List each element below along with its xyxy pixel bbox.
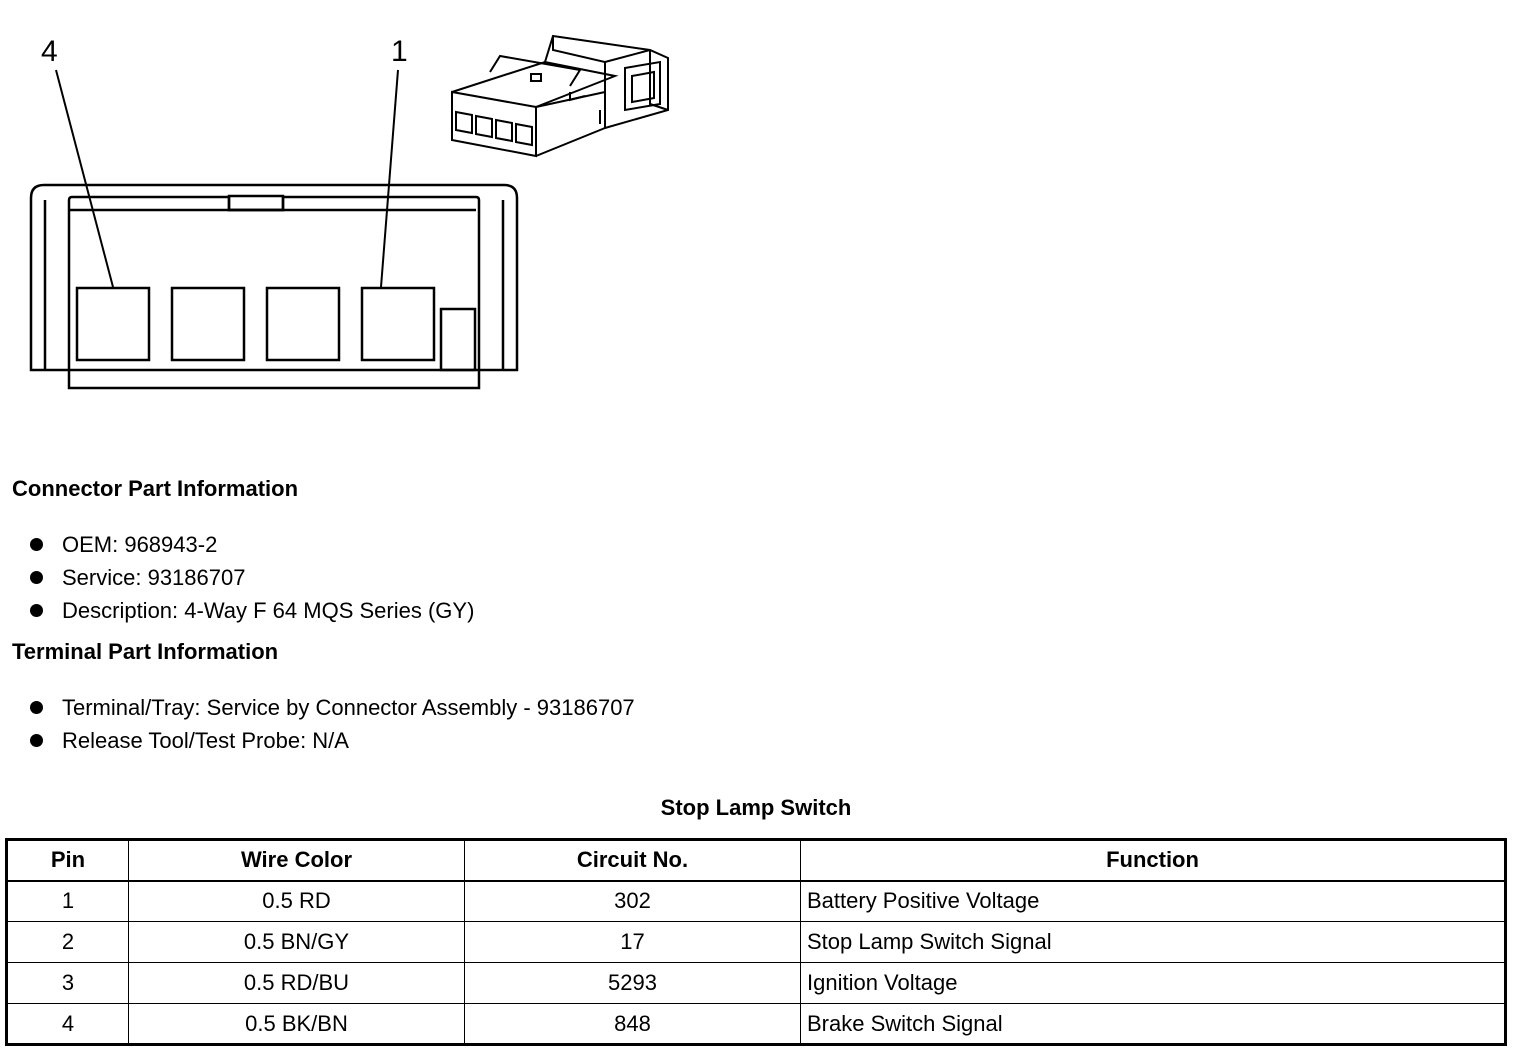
- table-title: Stop Lamp Switch: [660, 795, 852, 820]
- bullet-icon: [30, 538, 43, 551]
- list-item: [30, 691, 635, 724]
- cavity-3: [172, 288, 244, 360]
- cell-pin: 2: [7, 922, 129, 963]
- table-row: [7, 922, 1506, 963]
- cell-function: Ignition Voltage: [801, 963, 1506, 1004]
- cell-circuit: 17: [465, 922, 801, 963]
- connector-key: [441, 309, 475, 370]
- cell-function: Battery Positive Voltage: [801, 881, 1506, 922]
- cell-function: Stop Lamp Switch Signal: [801, 922, 1506, 963]
- bullet-icon: [30, 734, 43, 747]
- pin-label-1: 1: [391, 35, 408, 68]
- header-function: Function: [801, 840, 1506, 881]
- bullet-icon: [30, 604, 43, 617]
- connector-part-info-heading: Connector Part Information: [12, 476, 299, 501]
- header-wire-color: Wire Color: [129, 840, 465, 881]
- table-row: [7, 963, 1506, 1004]
- list-item: [30, 528, 474, 561]
- cell-circuit: 848: [465, 1004, 801, 1045]
- cell-pin: 1: [7, 881, 129, 922]
- cell-circuit: 302: [465, 881, 801, 922]
- bullet-icon: [30, 701, 43, 714]
- terminal-part-info-heading: Terminal Part Information: [12, 639, 279, 664]
- cell-pin: 4: [7, 1004, 129, 1045]
- pin-label-4: 4: [41, 35, 58, 68]
- header-pin: Pin: [7, 840, 129, 881]
- connector-part-info-list: [30, 528, 474, 627]
- list-item: [30, 594, 474, 627]
- bullet-icon: [30, 571, 43, 584]
- connector-isometric-view: [452, 36, 668, 156]
- cell-circuit: 5293: [465, 963, 801, 1004]
- list-item-text: OEM: 968943-2: [62, 532, 218, 557]
- terminal-part-info-list: [30, 691, 635, 757]
- list-item-text: Terminal/Tray: Service by Connector Assembly - 93186707: [62, 695, 635, 720]
- cell-wire-color: 0.5 RD: [129, 881, 465, 922]
- table-row: [7, 1004, 1506, 1045]
- list-item: [30, 561, 474, 594]
- leader-line-4: [56, 70, 113, 287]
- cell-function: Brake Switch Signal: [801, 1004, 1506, 1045]
- cavity-2: [267, 288, 339, 360]
- list-item-text: Service: 93186707: [62, 565, 246, 590]
- list-item-text: Release Tool/Test Probe: N/A: [62, 728, 349, 753]
- cell-wire-color: 0.5 BK/BN: [129, 1004, 465, 1045]
- table-row: [7, 881, 1506, 922]
- connector-diagram: [0, 0, 700, 420]
- cavity-1: [362, 288, 434, 360]
- connector-latch: [229, 196, 283, 210]
- cell-wire-color: 0.5 BN/GY: [129, 922, 465, 963]
- connector-housing: [31, 185, 517, 370]
- list-item-text: Description: 4-Way F 64 MQS Series (GY): [62, 598, 475, 623]
- leader-line-1: [381, 70, 398, 287]
- header-circuit-no: Circuit No.: [465, 840, 801, 881]
- table-header-row: [7, 840, 1506, 881]
- cavity-4: [77, 288, 149, 360]
- pinout-table: [5, 838, 1507, 1046]
- cell-wire-color: 0.5 RD/BU: [129, 963, 465, 1004]
- cell-pin: 3: [7, 963, 129, 1004]
- list-item: [30, 724, 635, 757]
